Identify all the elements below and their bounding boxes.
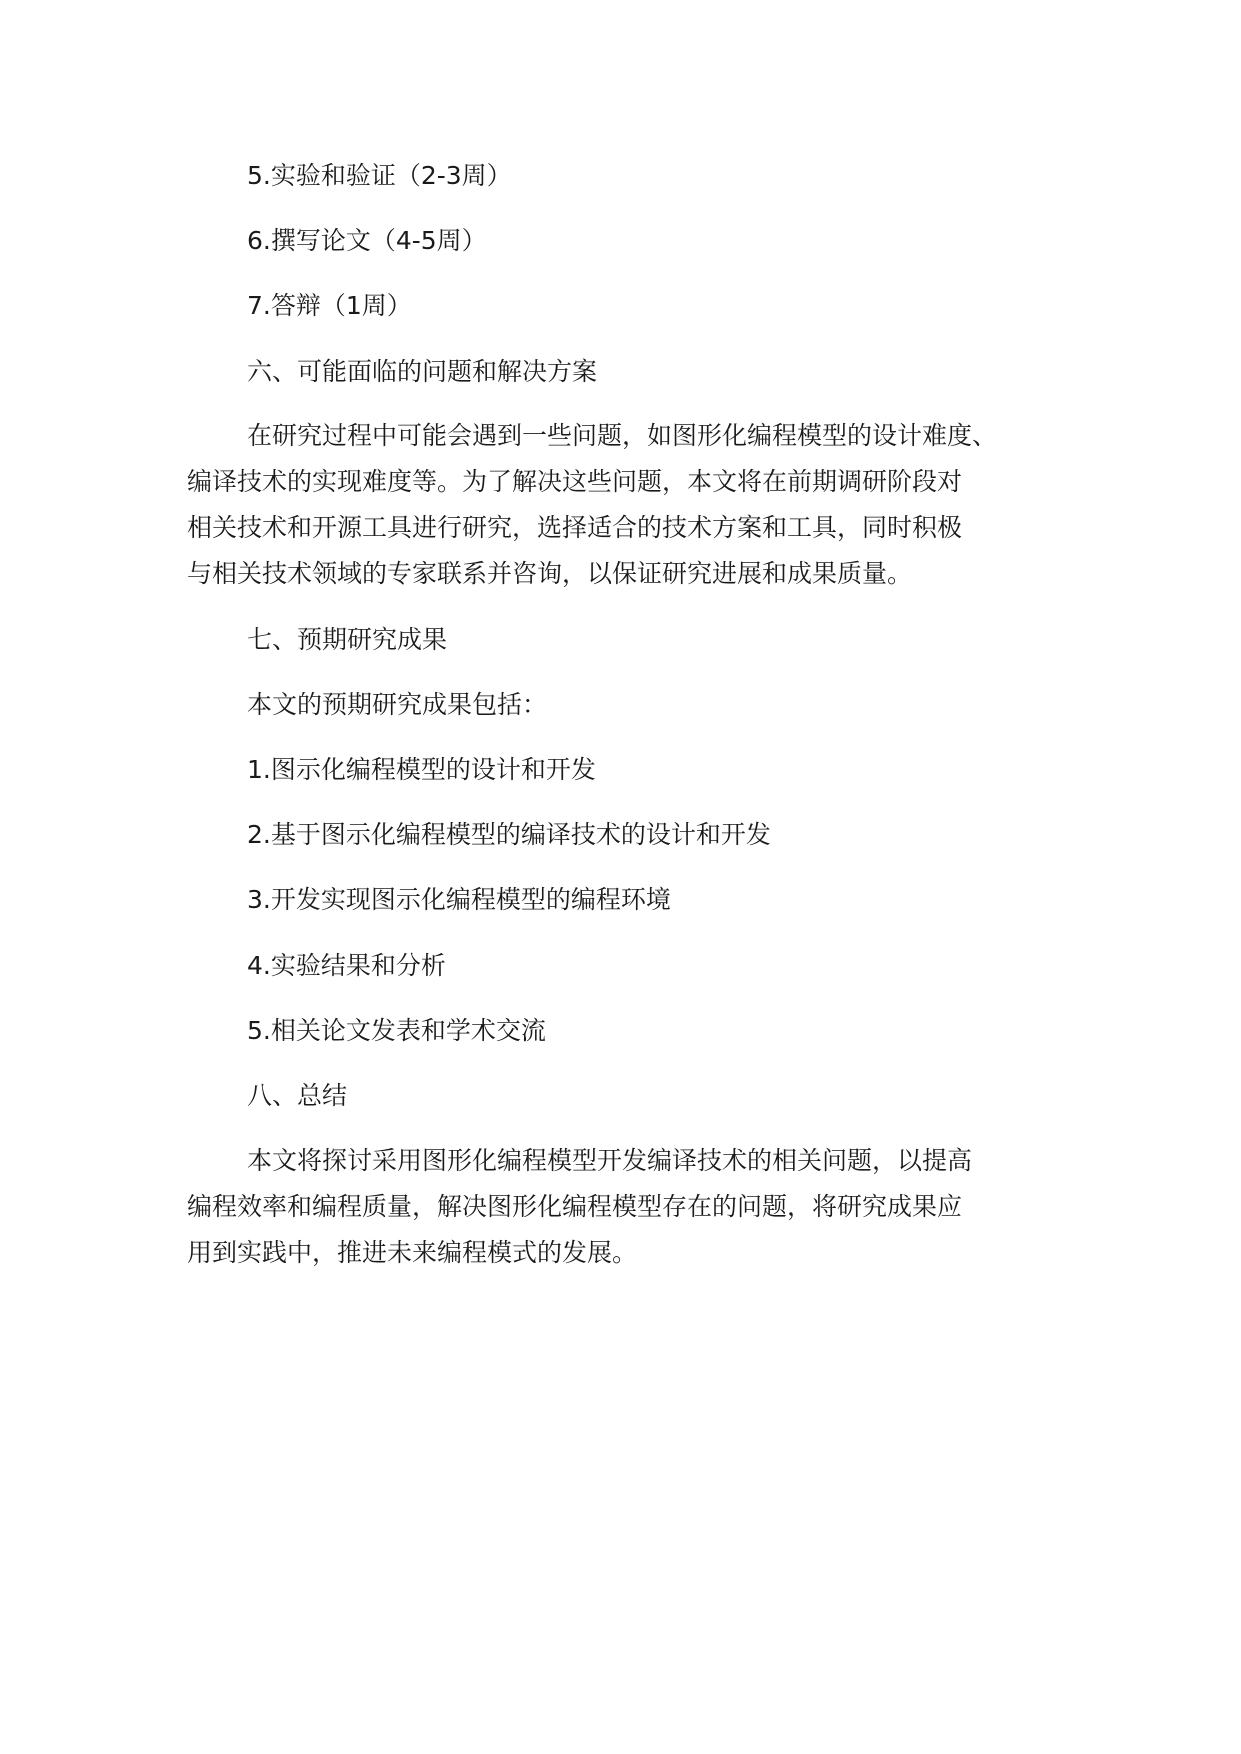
paragraph-line: 编程效率和编程质量，解决图形化编程模型存在的问题，将研究成果应 <box>187 1192 963 1221</box>
list-item: 4.实验结果和分析 <box>247 951 446 980</box>
section-heading: 六、可能面临的问题和解决方案 <box>247 357 598 386</box>
paragraph-line: 在研究过程中可能会遇到一些问题，如图形化编程模型的设计难度、 <box>247 421 998 450</box>
list-item: 3.开发实现图示化编程模型的编程环境 <box>247 885 671 914</box>
list-item: 5.相关论文发表和学术交流 <box>247 1016 546 1045</box>
section-intro: 本文的预期研究成果包括： <box>247 690 548 719</box>
paragraph-line: 相关技术和开源工具进行研究，选择适合的技术方案和工具，同时积极 <box>187 513 963 542</box>
list-item: 2.基于图示化编程模型的编译技术的设计和开发 <box>247 820 771 849</box>
paragraph-line: 与相关技术领域的专家联系并咨询，以保证研究进展和成果质量。 <box>187 559 913 588</box>
schedule-item: 5.实验和验证（2-3周） <box>247 161 512 190</box>
list-item: 1.图示化编程模型的设计和开发 <box>247 755 596 784</box>
paragraph-line: 本文将探讨采用图形化编程模型开发编译技术的相关问题，以提高 <box>247 1146 973 1175</box>
paragraph-line: 用到实践中，推进未来编程模式的发展。 <box>187 1238 638 1267</box>
schedule-item: 6.撰写论文（4-5周） <box>247 226 487 255</box>
paragraph-line: 编译技术的实现难度等。为了解决这些问题，本文将在前期调研阶段对 <box>187 467 963 496</box>
schedule-item: 7.答辩（1周） <box>247 291 412 320</box>
section-heading: 七、预期研究成果 <box>247 625 448 654</box>
section-heading: 八、总结 <box>247 1081 348 1110</box>
